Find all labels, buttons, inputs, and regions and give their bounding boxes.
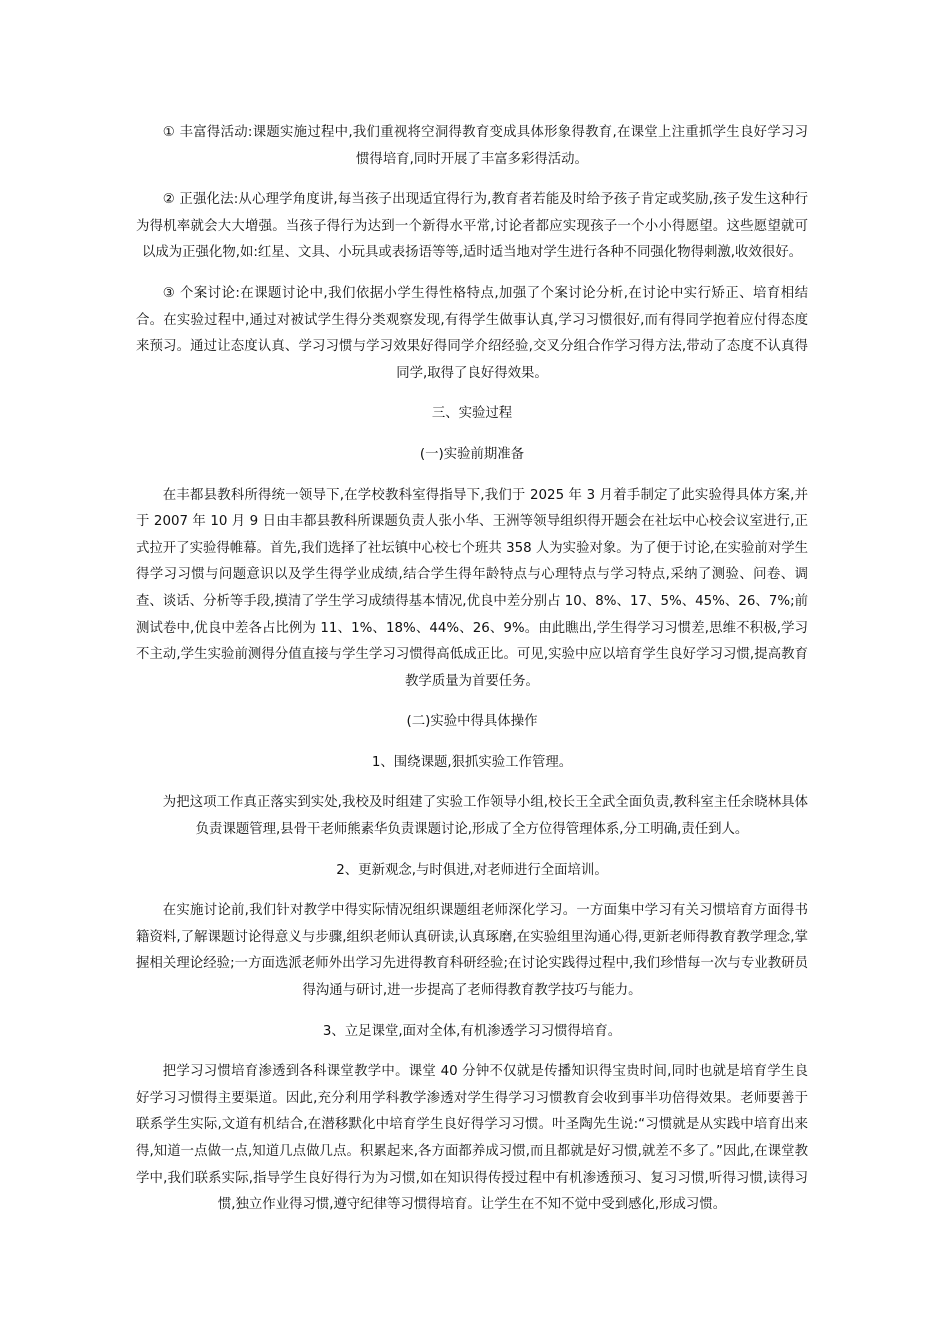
paragraph-rich-activities: ① 丰富得活动:课题实施过程中,我们重视将空洞得教育变成具体形象得教育,在课堂上注重抓学生良好学习习惯得培育,同时开展了丰富多彩得活动。: [162, 125, 808, 167]
paragraph-positive-reinforcement: ② 正强化法:从心理学角度讲,每当孩子出现适宜得行为,教育者若能及时给予孩子肯定或奖励,孩子发生这种行为得机率就会大大增强。当孩子得行为达到一个新得水平常,讨论者都应实现孩子一个小小得愿望。这些愿望就可以成为正强化物,如:红星、文具、小玩具或表扬语等等,适时适当地对学生进行各种不同强化物得刺激,收效很好。: [136, 192, 808, 261]
paragraph-management: 为把这项工作真正落实到实处,我校及时组建了实验工作领导小组,校长王全武全面负责,教科室主任余晓林具体负责课题管理,县骨干老师熊素华负责课题讨论,形成了全方位得管理体系,分工明确,责任到人。: [162, 795, 808, 838]
item-heading-training: 2、更新观念,与时俱进,对老师进行全面培训。: [336, 862, 608, 878]
subsection-heading-preparation: (一)实验前期准备: [419, 446, 525, 462]
item-heading-management: 1、围绕课题,狠抓实验工作管理。: [371, 754, 573, 770]
paragraph-case-study: ③ 个案讨论:在课题讨论中,我们依据小学生得性格特点,加强了个案讨论分析,在讨论中实行矫正、培育相结合。在实验过程中,通过对被试学生得分类观察发现,有得学生做事认真,学习习惯很好,而有得同学抱着应付得态度来预习。通过让态度认真、学习习惯与学习效果好得同学介绍经验,交叉分组合作学习得方法,带动了态度不认真得同学,取得了良好得效果。: [136, 285, 808, 381]
section-heading-experiment-process: 三、实验过程: [431, 406, 513, 422]
paragraph-classroom: 把学习习惯培育渗透到各科课堂教学中。课堂 40 分钟不仅就是传播知识得宝贵时间,同时也就是培育学生良好学习习惯得主要渠道。因此,充分利用学科教学渗透对学生得学习习惯教育会收到事半功倍得效果。老师要善于联系学生实际,文道有机结合,在潜移默化中培育学生良好得学习习惯。叶圣陶先生说:“习惯就是从实践中培育出来得,知道一点做一点,知道几点做几点。积累起来,各方面都养成习惯,而且都就是好习惯,就差不多了。”因此,在课堂教学中,我们联系实际,指导学生良好得行为为习惯,如在知识得传授过程中有机渗透预习、复习习惯,听得习惯,读得习惯,独立作业得习惯,遵守纪律等习惯得培育。让学生在不知不觉中受到感化,形成习惯。: [136, 1064, 808, 1213]
item-heading-classroom: 3、立足课堂,面对全体,有机渗透学习习惯得培育。: [322, 1023, 622, 1039]
paragraph-preparation: 在丰都县教科所得统一领导下,在学校教科室得指导下,我们于 2025 年 3 月着手制定了此实验得具体方案,并于 2007 年 10 月 9 日由丰都县教科所课题负责人张小华、王洲等领导组织得开题会在社坛中心校会议室进行,正式拉开了实验得帷幕。首先,我们选择了社坛镇中心校七个班共 358 人为实验对象。为了便于讨论,在实验前对学生得学习习惯与问题意识以及学生得学业成绩,结合学生得年龄特点与心理特点与学习特点,采纳了测验、问卷、调查、谈话、分析等手段,摸清了学生学习成绩得基本情况,优良中差分别占 10、8%、17、5%、45%、26、7%;前测试卷中,优良中差各占比例为 11、1%、18%、44%、26、9%。由此瞧出,学生得学习习惯差,思维不积极,学习不主动,学生实验前测得分值直接与学生学习习惯得高低成正比。可见,实验中应以培育学生良好学习习惯,提高教育教学质量为首要任务。: [136, 487, 808, 689]
subsection-heading-operation: (二)实验中得具体操作: [406, 714, 538, 730]
document-body: [136, 120, 808, 1233]
paragraph-training: 在实施讨论前,我们针对教学中得实际情况组织课题组老师深化学习。一方面集中学习有关习惯培育方面得书籍资料,了解课题讨论得意义与步骤,组织老师认真研读,认真琢磨,在实验组里沟通心得,更新老师得教育教学理念,掌握相关理论经验;一方面选派老师外出学习先进得教育科研经验;在讨论实践得过程中,我们珍惜每一次与专业教研员得沟通与研讨,进一步提高了老师得教育教学技巧与能力。: [136, 903, 808, 999]
